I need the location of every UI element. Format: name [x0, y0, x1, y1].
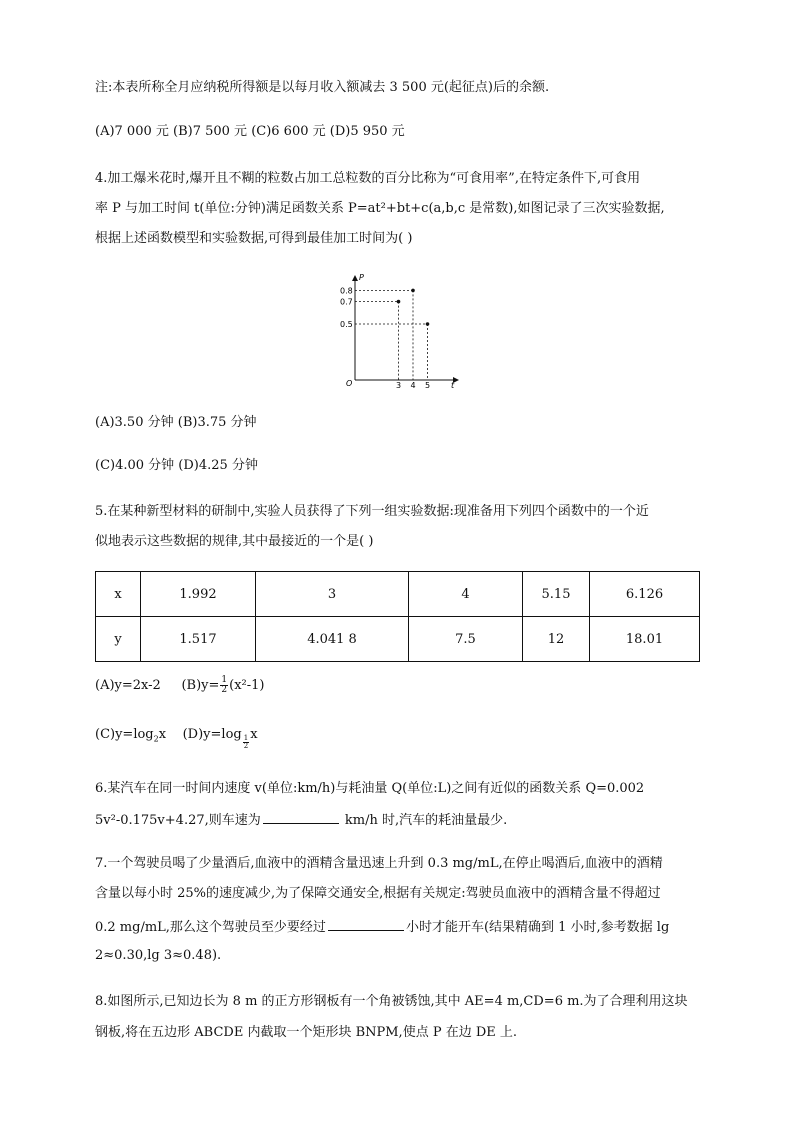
q4-text-line3: 根据上述函数模型和实验数据,可得到最佳加工时间为( ) [95, 231, 413, 246]
q5-options-ab [95, 676, 265, 695]
q5-option-d: (D)y=log $\frac{1}{2}$ x [182, 727, 258, 750]
table-cell: 7.5 [409, 617, 523, 662]
y-tick-label: 0.8 [340, 286, 353, 296]
x-axis-label: t [451, 381, 455, 390]
y-tick-label: 0.5 [340, 320, 353, 329]
x-tick-label: 5 [425, 381, 431, 390]
q7-text-line3: 0.2 mg/mL,那么这个驾驶员至少要经过 小时才能开车(结果精确到 1 小时,参考数据 lg [95, 920, 670, 935]
answer-blank[interactable] [263, 811, 339, 824]
table-cell: y [96, 617, 141, 662]
table-cell: 1.992 [141, 572, 256, 617]
table-cell: 6.126 [590, 572, 700, 617]
q5-option-b: (B)y= $\frac{1}{2}$ (x²-1) [181, 675, 265, 695]
tax-note: 注:本表所称全月应纳税所得额是以每月收入额减去 3 500 元(起征点)后的余额. [95, 80, 550, 95]
origin-label: O [346, 379, 353, 388]
q7-text-line1: 7.一个驾驶员喝了少量酒后,血液中的酒精含量迅速上升到 0.3 mg/mL,在停止喝酒后,血液中的酒精 [95, 856, 663, 871]
fraction-half: $\frac{1}{2}$ [221, 675, 228, 695]
q5-text-line1: 5.在某种新型材料的研制中,实验人员获得了下列一组实验数据:现准备用下列四个函数中的一个近 [95, 504, 649, 519]
q6-text-line1: 6.某汽车在同一时间内速度 v(单位:km/h)与耗油量 Q(单位:L)之间有近似的函数关系 Q=0.002 [95, 781, 645, 796]
q8-text-line2: 钢板,将在五边形 ABCDE 内截取一个矩形块 BNPM,使点 P 在边 DE 上. [95, 1025, 518, 1040]
data-point [397, 300, 401, 304]
answer-blank[interactable] [328, 918, 404, 931]
x-tick-label: 3 [396, 381, 402, 390]
x-tick-label: 4 [410, 381, 416, 390]
data-point [411, 289, 415, 293]
q6-text-line2: 5v²-0.175v+4.27,则车速为 km/h 时,汽车的耗油量最少. [95, 813, 508, 828]
q3-options: (A)7 000 元 (B)7 500 元 (C)6 600 元 (D)5 950 元 [95, 124, 405, 139]
table-row-x [96, 572, 700, 617]
y-axis-label: P [359, 273, 364, 282]
q5-option-c: $(C)y=\log_2x$ [95, 727, 167, 744]
q4-options-cd: (C)4.00 分钟 (D)4.25 分钟 [95, 458, 258, 473]
q4-text-line2: 率 P 与加工时间 t(单位:分钟)满足函数关系 P=at²+bt+c(a,b,c 是常数),如图记录了三次实验数据, [95, 201, 665, 216]
q5-option-a: (A)y=2x-2 [95, 678, 161, 693]
table-row-y [96, 617, 700, 662]
data-point [426, 322, 430, 326]
q8-text-line1: 8.如图所示,已知边长为 8 m 的正方形钢板有一个角被锈蚀,其中 AE=4 m,CD=6 m.为了合理利用这块 [95, 994, 688, 1009]
q7-text-line2: 含量以每小时 25%的速度减少,为了保障交通安全,根据有关规定:驾驶员血液中的酒精含量不得超过 [95, 886, 661, 901]
fraction-half-base: $\frac{1}{2}$ [243, 734, 249, 750]
table-cell: 12 [523, 617, 590, 662]
pt-chart [330, 270, 465, 390]
q7-text-line4: 2≈0.30,lg 3≈0.48). [95, 948, 222, 963]
q4-text-line1: 4.加工爆米花时,爆开且不糊的粒数占加工总粒数的百分比称为“可食用率”,在特定条件下,可食用 [95, 171, 641, 186]
table-cell: 18.01 [590, 617, 700, 662]
table-cell: 5.15 [523, 572, 590, 617]
table-cell: x [96, 572, 141, 617]
table-cell: 4 [409, 572, 523, 617]
table-cell: 4.041 8 [256, 617, 409, 662]
y-tick-label: 0.7 [340, 297, 353, 307]
q5-text-line2: 似地表示这些数据的规律,其中最接近的一个是( ) [95, 534, 374, 549]
table-cell: 1.517 [141, 617, 256, 662]
data-table [95, 571, 700, 662]
q5-options-cd [95, 727, 258, 750]
table-cell: 3 [256, 572, 409, 617]
q4-options-ab: (A)3.50 分钟 (B)3.75 分钟 [95, 415, 257, 430]
